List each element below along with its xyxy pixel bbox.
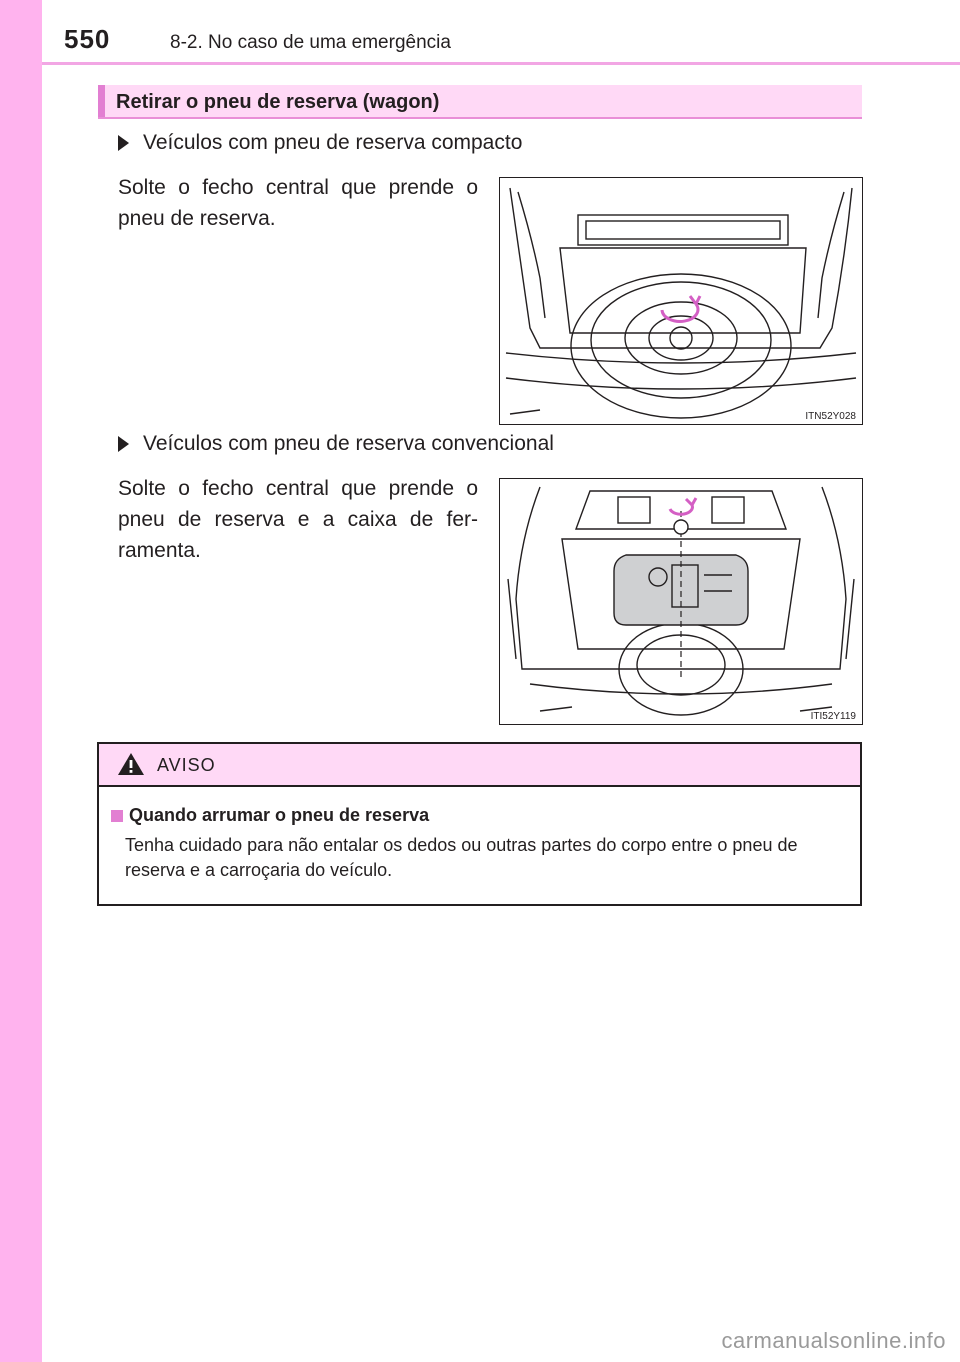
watermark: carmanualsonline.info xyxy=(721,1328,946,1353)
conventional-instruction: Solte o fecho central que prende o pneu de reserva e a caixa de fer-ramenta. xyxy=(118,477,478,562)
warning-subheading xyxy=(111,805,429,826)
page-number: 550 xyxy=(64,24,111,54)
warning-box xyxy=(97,742,862,906)
warning-triangle-icon xyxy=(117,752,145,776)
header-divider xyxy=(42,62,960,65)
square-bullet-icon xyxy=(111,810,123,822)
trunk-conventional-illustration xyxy=(500,479,862,724)
bullet-arrow-icon xyxy=(118,436,129,452)
bullet-conventional-label: Veículos com pneu de reserva convencional xyxy=(143,432,554,455)
warning-header xyxy=(99,744,860,787)
warning-heading-text: Quando arrumar o pneu de reserva xyxy=(129,805,430,825)
trunk-compact-illustration xyxy=(500,178,862,424)
warning-body: Tenha cuidado para não entalar os dedos ou outras partes do corpo entre o pneu de reserva e a carroçaria do veículo. xyxy=(125,835,798,880)
bullet-conventional xyxy=(118,432,554,456)
section-heading xyxy=(98,85,862,119)
figure-compact-spare xyxy=(499,177,863,425)
bullet-compact xyxy=(118,131,522,155)
compact-instruction: Solte o fecho central que prende o pneu de reserva. xyxy=(118,176,478,230)
section-title: Retirar o pneu de reserva (wagon) xyxy=(116,91,440,113)
figure-compact-label: ITN52Y028 xyxy=(805,411,856,422)
section-heading-accent xyxy=(98,85,105,117)
left-margin-bar xyxy=(0,0,42,1362)
figure-conventional-spare xyxy=(499,478,863,725)
figure-conventional-label: ITI52Y119 xyxy=(810,711,856,722)
bullet-arrow-icon xyxy=(118,135,129,151)
warning-title: AVISO xyxy=(157,755,216,775)
bullet-compact-label: Veículos com pneu de reserva compacto xyxy=(143,131,523,154)
chapter-title: 8-2. No caso de uma emergência xyxy=(170,32,451,53)
